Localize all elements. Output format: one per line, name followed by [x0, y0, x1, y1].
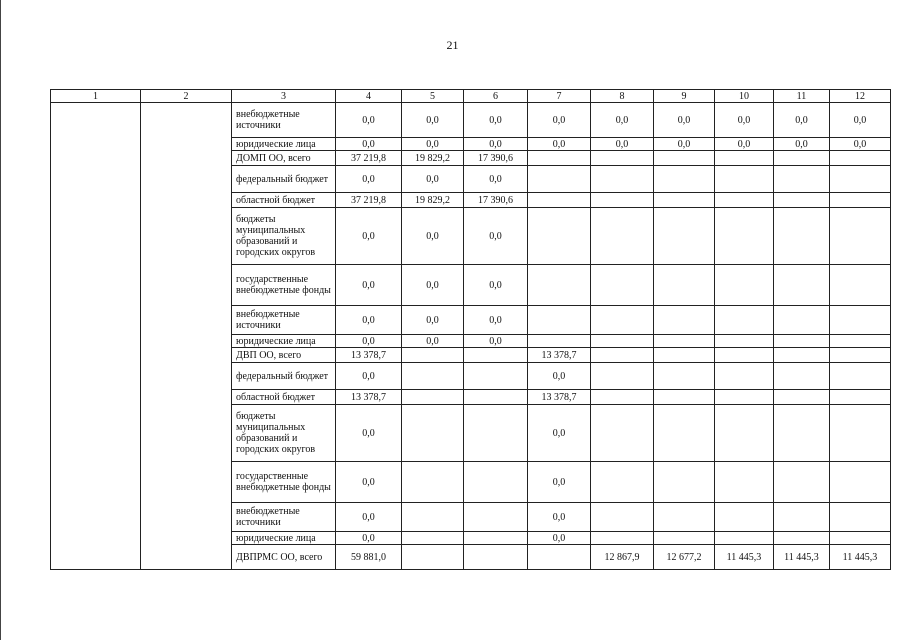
header-cell-11: 11 [774, 90, 830, 103]
value-cell [830, 166, 891, 193]
value-cell [464, 405, 528, 462]
value-cell [464, 545, 528, 570]
value-cell [654, 462, 715, 503]
value-cell: 0,0 [336, 265, 402, 306]
value-cell: 13 378,7 [336, 348, 402, 363]
value-cell [830, 503, 891, 532]
value-cell [464, 503, 528, 532]
value-cell [654, 306, 715, 335]
value-cell [591, 348, 654, 363]
value-cell [654, 208, 715, 265]
value-cell [528, 306, 591, 335]
value-cell: 19 829,2 [402, 193, 464, 208]
value-cell [654, 503, 715, 532]
page-number: 21 [446, 38, 459, 52]
value-cell: 0,0 [528, 405, 591, 462]
row-label: государственные внебюджетные фонды [232, 462, 336, 503]
value-cell [464, 363, 528, 390]
value-cell: 0,0 [830, 138, 891, 151]
value-cell: 0,0 [336, 503, 402, 532]
value-cell [774, 166, 830, 193]
row-label: государственные внебюджетные фонды [232, 265, 336, 306]
value-cell [774, 348, 830, 363]
header-cell-7: 7 [528, 90, 591, 103]
value-cell: 0,0 [402, 306, 464, 335]
value-cell [715, 532, 774, 545]
value-cell [528, 335, 591, 348]
value-cell: 0,0 [528, 532, 591, 545]
value-cell [591, 405, 654, 462]
value-cell [591, 462, 654, 503]
row-label: юридические лица [232, 138, 336, 151]
value-cell: 0,0 [336, 462, 402, 503]
value-cell [402, 405, 464, 462]
value-cell [715, 208, 774, 265]
header-cell-4: 4 [336, 90, 402, 103]
value-cell: 0,0 [528, 103, 591, 138]
value-cell: 37 219,8 [336, 151, 402, 166]
value-cell [774, 503, 830, 532]
row-label: юридические лица [232, 532, 336, 545]
value-cell [830, 348, 891, 363]
value-cell: 0,0 [402, 103, 464, 138]
value-cell [774, 335, 830, 348]
value-cell [774, 390, 830, 405]
value-cell: 13 378,7 [528, 348, 591, 363]
value-cell: 0,0 [402, 335, 464, 348]
row-label: внебюджетные источники [232, 503, 336, 532]
value-cell: 0,0 [464, 103, 528, 138]
value-cell [591, 503, 654, 532]
value-cell [715, 151, 774, 166]
value-cell: 0,0 [336, 138, 402, 151]
value-cell: 17 390,6 [464, 151, 528, 166]
value-cell [774, 208, 830, 265]
value-cell: 0,0 [336, 166, 402, 193]
value-cell [830, 405, 891, 462]
value-cell [528, 193, 591, 208]
value-cell [464, 390, 528, 405]
value-cell [464, 532, 528, 545]
value-cell [654, 193, 715, 208]
value-cell [774, 193, 830, 208]
value-cell [464, 462, 528, 503]
value-cell [528, 545, 591, 570]
value-cell [830, 306, 891, 335]
row-label: юридические лица [232, 335, 336, 348]
value-cell: 17 390,6 [464, 193, 528, 208]
value-cell [830, 265, 891, 306]
header-cell-2: 2 [141, 90, 232, 103]
value-cell [830, 462, 891, 503]
value-cell [715, 265, 774, 306]
value-cell: 0,0 [464, 208, 528, 265]
value-cell [830, 208, 891, 265]
value-cell: 0,0 [715, 103, 774, 138]
header-cell-1: 1 [51, 90, 141, 103]
value-cell: 0,0 [528, 138, 591, 151]
value-cell [402, 363, 464, 390]
value-cell [715, 166, 774, 193]
value-cell: 0,0 [336, 405, 402, 462]
value-cell [774, 151, 830, 166]
value-cell: 0,0 [402, 166, 464, 193]
value-cell [654, 390, 715, 405]
column-1-blank-cell [51, 103, 141, 570]
value-cell [654, 532, 715, 545]
row-label: ДВПРМС ОО, всего [232, 545, 336, 570]
value-cell [654, 405, 715, 462]
value-cell [654, 265, 715, 306]
value-cell: 0,0 [402, 208, 464, 265]
column-2-blank-cell [141, 103, 232, 570]
header-cell-5: 5 [402, 90, 464, 103]
value-cell [402, 532, 464, 545]
value-cell: 0,0 [774, 103, 830, 138]
value-cell: 0,0 [654, 103, 715, 138]
value-cell [654, 348, 715, 363]
value-cell [654, 151, 715, 166]
value-cell [774, 462, 830, 503]
value-cell: 19 829,2 [402, 151, 464, 166]
row-label: внебюджетные источники [232, 306, 336, 335]
value-cell: 13 378,7 [528, 390, 591, 405]
header-cell-6: 6 [464, 90, 528, 103]
value-cell: 0,0 [464, 306, 528, 335]
value-cell: 59 881,0 [336, 545, 402, 570]
row-label: внебюджетные источники [232, 103, 336, 138]
value-cell: 0,0 [336, 208, 402, 265]
value-cell: 0,0 [774, 138, 830, 151]
value-cell [591, 151, 654, 166]
value-cell [402, 545, 464, 570]
value-cell: 37 219,8 [336, 193, 402, 208]
header-cell-9: 9 [654, 90, 715, 103]
value-cell: 0,0 [528, 503, 591, 532]
value-cell [528, 265, 591, 306]
value-cell [774, 265, 830, 306]
value-cell: 0,0 [591, 138, 654, 151]
row-label: областной бюджет [232, 193, 336, 208]
value-cell [402, 503, 464, 532]
value-cell [402, 390, 464, 405]
value-cell [774, 306, 830, 335]
value-cell: 0,0 [336, 306, 402, 335]
value-cell [830, 363, 891, 390]
value-cell [774, 405, 830, 462]
value-cell [591, 335, 654, 348]
value-cell [591, 363, 654, 390]
value-cell: 12 677,2 [654, 545, 715, 570]
value-cell [654, 166, 715, 193]
value-cell: 11 445,3 [774, 545, 830, 570]
value-cell [591, 532, 654, 545]
row-label: ДВП ОО, всего [232, 348, 336, 363]
value-cell [654, 335, 715, 348]
value-cell: 0,0 [402, 138, 464, 151]
table-header-row [51, 90, 891, 103]
value-cell: 13 378,7 [336, 390, 402, 405]
value-cell: 12 867,9 [591, 545, 654, 570]
row-label: областной бюджет [232, 390, 336, 405]
value-cell [591, 265, 654, 306]
value-cell: 0,0 [830, 103, 891, 138]
value-cell [774, 532, 830, 545]
value-cell: 11 445,3 [830, 545, 891, 570]
value-cell [715, 503, 774, 532]
value-cell: 0,0 [336, 335, 402, 348]
value-cell [591, 193, 654, 208]
value-cell [591, 166, 654, 193]
value-cell [715, 193, 774, 208]
value-cell [715, 335, 774, 348]
value-cell [402, 462, 464, 503]
value-cell: 0,0 [402, 265, 464, 306]
value-cell: 0,0 [464, 265, 528, 306]
row-label: ДОМП ОО, всего [232, 151, 336, 166]
value-cell [830, 151, 891, 166]
value-cell [591, 208, 654, 265]
value-cell: 0,0 [591, 103, 654, 138]
value-cell: 0,0 [528, 363, 591, 390]
value-cell: 0,0 [336, 532, 402, 545]
value-cell [464, 348, 528, 363]
value-cell [528, 151, 591, 166]
value-cell [715, 348, 774, 363]
value-cell [830, 390, 891, 405]
header-cell-12: 12 [830, 90, 891, 103]
value-cell: 0,0 [336, 103, 402, 138]
row-label: федеральный бюджет [232, 363, 336, 390]
value-cell [774, 363, 830, 390]
budget-table [50, 89, 891, 570]
header-cell-3: 3 [232, 90, 336, 103]
row-label: бюджеты муниципальных образований и городских округов [232, 405, 336, 462]
value-cell [830, 532, 891, 545]
value-cell [528, 166, 591, 193]
value-cell [830, 335, 891, 348]
header-cell-8: 8 [591, 90, 654, 103]
table-row [51, 103, 891, 138]
value-cell [715, 390, 774, 405]
value-cell [830, 193, 891, 208]
row-label: бюджеты муниципальных образований и городских округов [232, 208, 336, 265]
value-cell: 0,0 [464, 166, 528, 193]
value-cell [715, 306, 774, 335]
value-cell [654, 363, 715, 390]
value-cell: 0,0 [528, 462, 591, 503]
value-cell: 0,0 [654, 138, 715, 151]
value-cell [591, 390, 654, 405]
value-cell [715, 363, 774, 390]
value-cell: 0,0 [336, 363, 402, 390]
value-cell [402, 348, 464, 363]
value-cell: 0,0 [464, 335, 528, 348]
value-cell [591, 306, 654, 335]
value-cell [528, 208, 591, 265]
page-left-edge [0, 0, 1, 640]
value-cell [715, 462, 774, 503]
value-cell: 0,0 [464, 138, 528, 151]
value-cell: 0,0 [715, 138, 774, 151]
header-cell-10: 10 [715, 90, 774, 103]
row-label: федеральный бюджет [232, 166, 336, 193]
value-cell [715, 405, 774, 462]
value-cell: 11 445,3 [715, 545, 774, 570]
